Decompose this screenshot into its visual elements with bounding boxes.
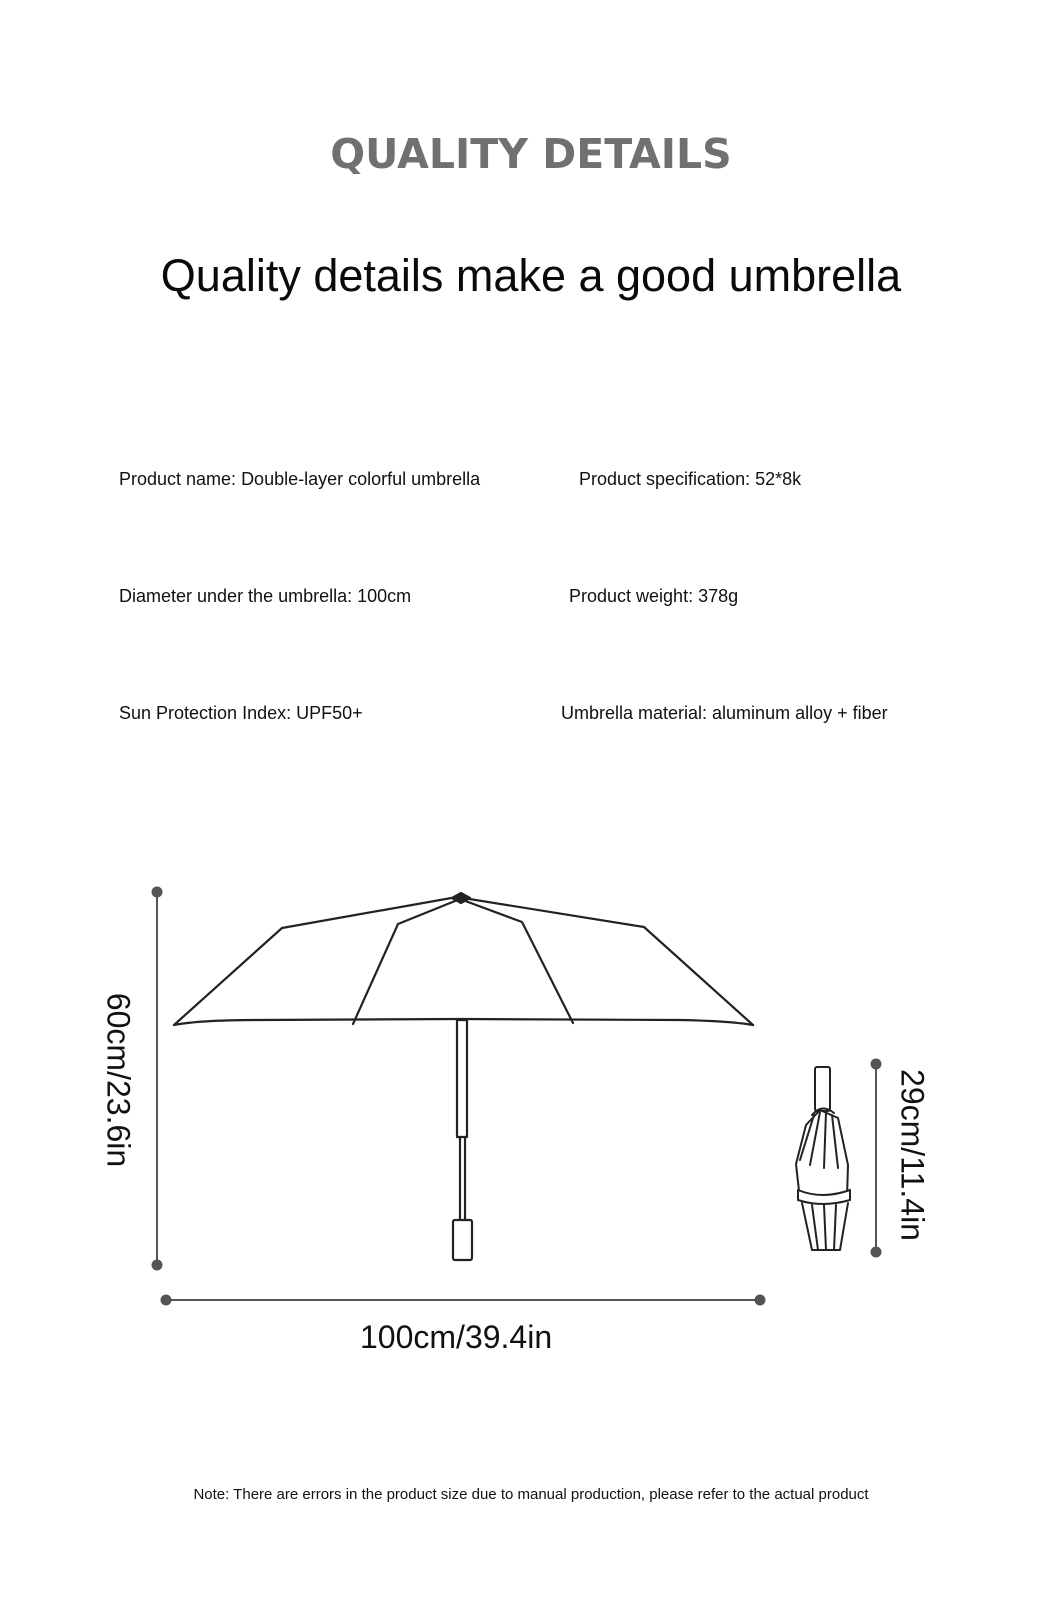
folded-dimension-label: 29cm/11.4in (894, 1069, 931, 1241)
height-dimension-label: 60cm/23.6in (100, 992, 137, 1168)
spec-sun-protection: Sun Protection Index: UPF50+ (119, 703, 363, 723)
spec-product-specification: Product specification: 52*8k (579, 469, 802, 489)
disclaimer-note: Note: There are errors in the product size due to manual production, please refer to the actual product (193, 1486, 869, 1503)
open-umbrella-icon (174, 893, 753, 1260)
headline: Quality details make a good umbrella (160, 250, 902, 301)
spec-product-name: Product name: Double-layer colorful umbrella (119, 469, 481, 489)
width-dimension-line (162, 1296, 765, 1305)
folded-dimension-line (872, 1060, 881, 1257)
width-dimension-label: 100cm/39.4in (360, 1319, 553, 1355)
spec-weight: Product weight: 378g (569, 586, 739, 606)
spec-material: Umbrella material: aluminum alloy + fiber (561, 703, 888, 723)
height-dimension-line (153, 888, 162, 1270)
spec-diameter: Diameter under the umbrella: 100cm (119, 586, 412, 606)
folded-umbrella-icon (796, 1067, 850, 1250)
section-title: QUALITY DETAILS (330, 130, 732, 178)
